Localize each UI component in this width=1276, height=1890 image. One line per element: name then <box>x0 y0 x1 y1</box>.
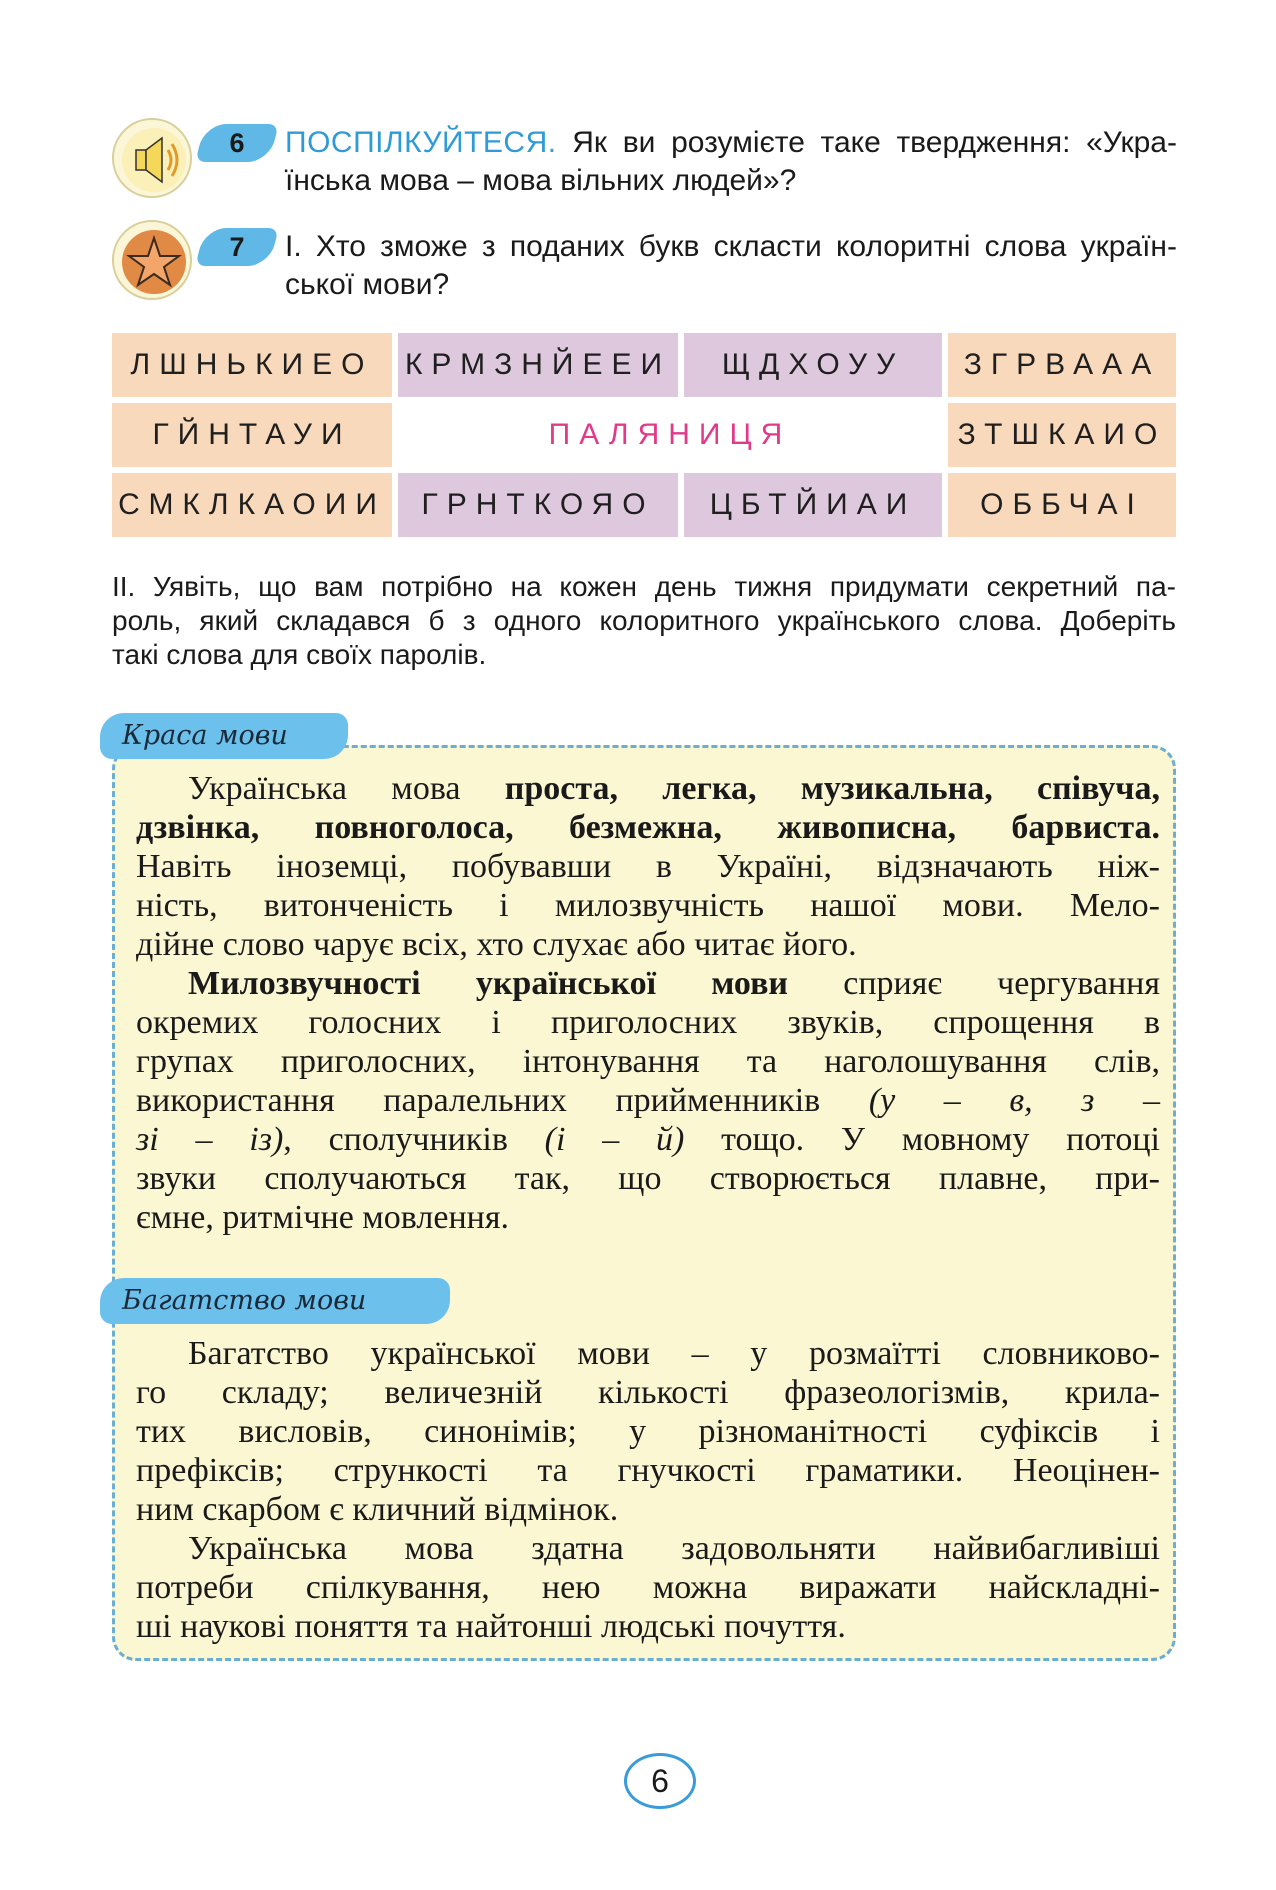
beauty-line: окремих голосних і приголосних звуків, спрощення в <box>136 1004 1160 1041</box>
richness-line: го складу; величезній кількості фразеологізмів, крила- <box>136 1374 1160 1411</box>
part2-line3: такі слова для своїх паролів. <box>112 639 487 670</box>
task-heading: ПОСПІЛКУЙТЕСЯ. <box>285 126 557 159</box>
beauty-line: звуки сполучаються так, що створюється плавне, при- <box>136 1160 1160 1197</box>
beauty-line: дійне слово чарує всіх, хто слухає або читає його. <box>136 926 857 963</box>
star-icon <box>112 220 192 300</box>
letter-cell: КРМЗНЙЕЕИ <box>398 333 678 397</box>
richness-text <box>136 1334 1160 1646</box>
beauty-line: використання паралельних прийменників (у – в, з – <box>136 1082 1160 1119</box>
letter-cell: СМКЛКАОИИ <box>112 473 392 537</box>
richness-line: потреби спілкування, нею можна виражати найскладні- <box>136 1569 1160 1606</box>
beauty-line: Навіть іноземці, побувавши в Україні, відзначають ніж- <box>136 848 1160 885</box>
section-label-beauty: Краса мови <box>100 713 348 759</box>
letter-cell: ЛШНЬКИЕО <box>112 333 392 397</box>
beauty-line: Українська мова проста, легка, музикальна, співуча, <box>188 770 1160 807</box>
beauty-line: Милозвучності української мови сприяє чергування <box>188 965 1160 1002</box>
task6-line1: Як ви розумієте таке твердження: «Укра- <box>572 126 1177 159</box>
beauty-line: зі – із), сполучників (і – й) тощо. У мовному потоці <box>136 1121 1160 1158</box>
letter-cell: ЩДХОУУ <box>684 333 942 397</box>
richness-line: ним скарбом є кличний відмінок. <box>136 1491 619 1528</box>
task-number-badge <box>195 228 278 266</box>
letter-cell: ГЙНТАУИ <box>112 403 392 467</box>
example-word: ПАЛЯНИЦЯ <box>548 418 792 451</box>
richness-line: Багатство української мови – у розмаїтті словниково- <box>188 1335 1160 1372</box>
letter-cell: ЦБТЙИАИ <box>684 473 942 537</box>
beauty-text <box>136 769 1160 1237</box>
page-number: 6 <box>624 1753 696 1809</box>
task-number: 7 <box>229 232 245 262</box>
beauty-line: дзвінка, повноголоса, безмежна, живописна, барвиста. <box>136 809 1160 846</box>
task6-text <box>285 124 1177 162</box>
task7-part2 <box>112 570 1176 672</box>
letter-cell: ОББЧАІ <box>948 473 1176 537</box>
part2-line2: роль, який складався б з одного колоритного українського слова. Доберіть <box>112 605 1176 636</box>
task-number: 6 <box>229 128 245 158</box>
richness-line: Українська мова здатна задовольняти найвибагливіші <box>188 1530 1160 1567</box>
speaker-icon <box>112 118 192 198</box>
beauty-line: ність, витонченість і милозвучність нашої мови. Мело- <box>136 887 1160 924</box>
richness-line: ші наукові поняття та найтонші людські почуття. <box>136 1608 846 1645</box>
letter-cell: ЗТШКАИО <box>948 403 1176 467</box>
task-number-badge <box>195 124 278 162</box>
task7-line1-text: І. Хто зможе з поданих букв скласти колоритні слова україн- <box>285 230 1177 263</box>
task7-line2: ської мови? <box>285 268 450 301</box>
beauty-line: ємне, ритмічне мовлення. <box>136 1199 510 1236</box>
task6-line2: їнська мова – мова вільних людей»? <box>285 164 797 197</box>
task7-line1 <box>285 228 1177 266</box>
richness-line: тих висловів, синонімів; у різноманітності суфіксів і <box>136 1413 1160 1450</box>
part2-line1: ІІ. Уявіть, що вам потрібно на кожен день тижня придумати секретний па- <box>112 571 1176 602</box>
richness-line: префіксів; стрункості та гнучкості граматики. Неоцінен- <box>136 1452 1160 1489</box>
beauty-line: групах приголосних, інтонування та наголошування слів, <box>136 1043 1160 1080</box>
letter-cell: ЗГРВААА <box>948 333 1176 397</box>
letter-cell: ГРНТКОЯО <box>398 473 678 537</box>
section-label-richness: Багатство мови <box>100 1278 450 1324</box>
